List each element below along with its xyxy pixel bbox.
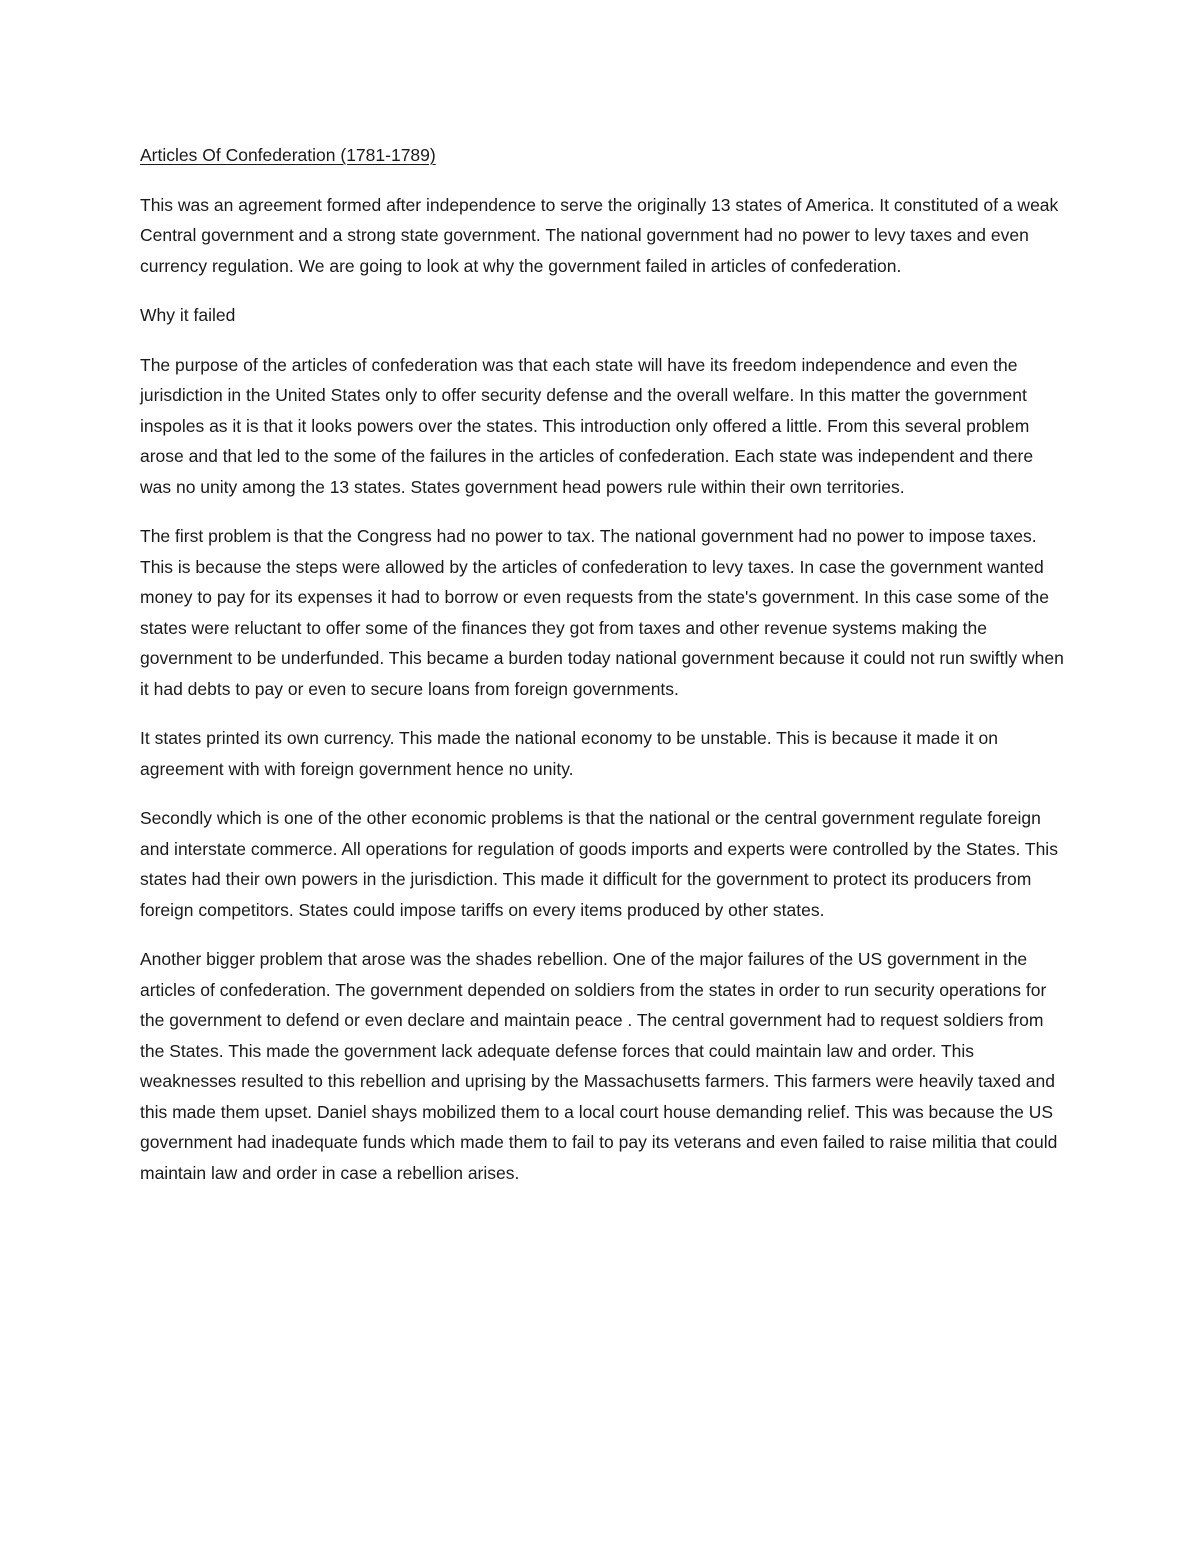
document-title: Articles Of Confederation (1781-1789) — [140, 145, 436, 165]
document-body — [140, 140, 1064, 1207]
intro-paragraph: This was an agreement formed after independence to serve the originally 13 states of America. It constituted of a weak Central government and a strong state government. The national government had no power to levy taxes and even currency regulation. We are going to look at why the government failed in articles of confederation. — [140, 194, 1059, 276]
rebellion-paragraph: Another bigger problem that arose was the shades rebellion. One of the major failures of the US government in the articles of confederation. The government depended on soldiers from the states in order to run security operations for the government to defend or even declare and maintain peace . The central government had to request soldiers from the States. This made the government lack adequate defense forces that could maintain law and order. This weaknesses resulted to this rebellion and uprising by the Massachusetts farmers. This farmers were heavily taxed and this made them upset. Daniel shays mobilized them to a local court house demanding relief. This was because the US government had inadequate funds which made them to fail to pay its veterans and even failed to raise militia that could maintain law and order in case a rebellion arises. — [140, 949, 1058, 1183]
section-heading-why-it-failed: Why it failed — [140, 305, 236, 325]
currency-paragraph: It states printed its own currency. This made the national economy to be unstable. This is because it made it on agreement with with foreign government hence no unity. — [140, 728, 998, 779]
tax-problem-paragraph: The first problem is that the Congress had no power to tax. The national government had no power to impose taxes. This is because the steps were allowed by the articles of confederation to levy taxes. In case the government wanted money to pay for its expenses it had to borrow or even requests from the state's government. In this case some of the states were reluctant to offer some of the finances they got from taxes and other revenue systems making the government to be underfunded. This became a burden today national government because it could not run swiftly when it had debts to pay or even to secure loans from foreign governments. — [140, 526, 1064, 699]
commerce-paragraph: Secondly which is one of the other economic problems is that the national or the central government regulate foreign and interstate commerce. All operations for regulation of goods imports and experts were controlled by the States. This states had their own powers in the jurisdiction. This made it difficult for the government to protect its producers from foreign competitors. States could impose tariffs on every items produced by other states. — [140, 808, 1058, 920]
purpose-paragraph: The purpose of the articles of confederation was that each state will have its freedom independence and even the jurisdiction in the United States only to offer security defense and the overall welfare. In this matter the government inspoles as it is that it looks powers over the states. This introduction only offered a little. From this several problem arose and that led to the some of the failures in the articles of confederation. Each state was independent and there was no unity among the 13 states. States government head powers rule within their own territories. — [140, 354, 1034, 497]
